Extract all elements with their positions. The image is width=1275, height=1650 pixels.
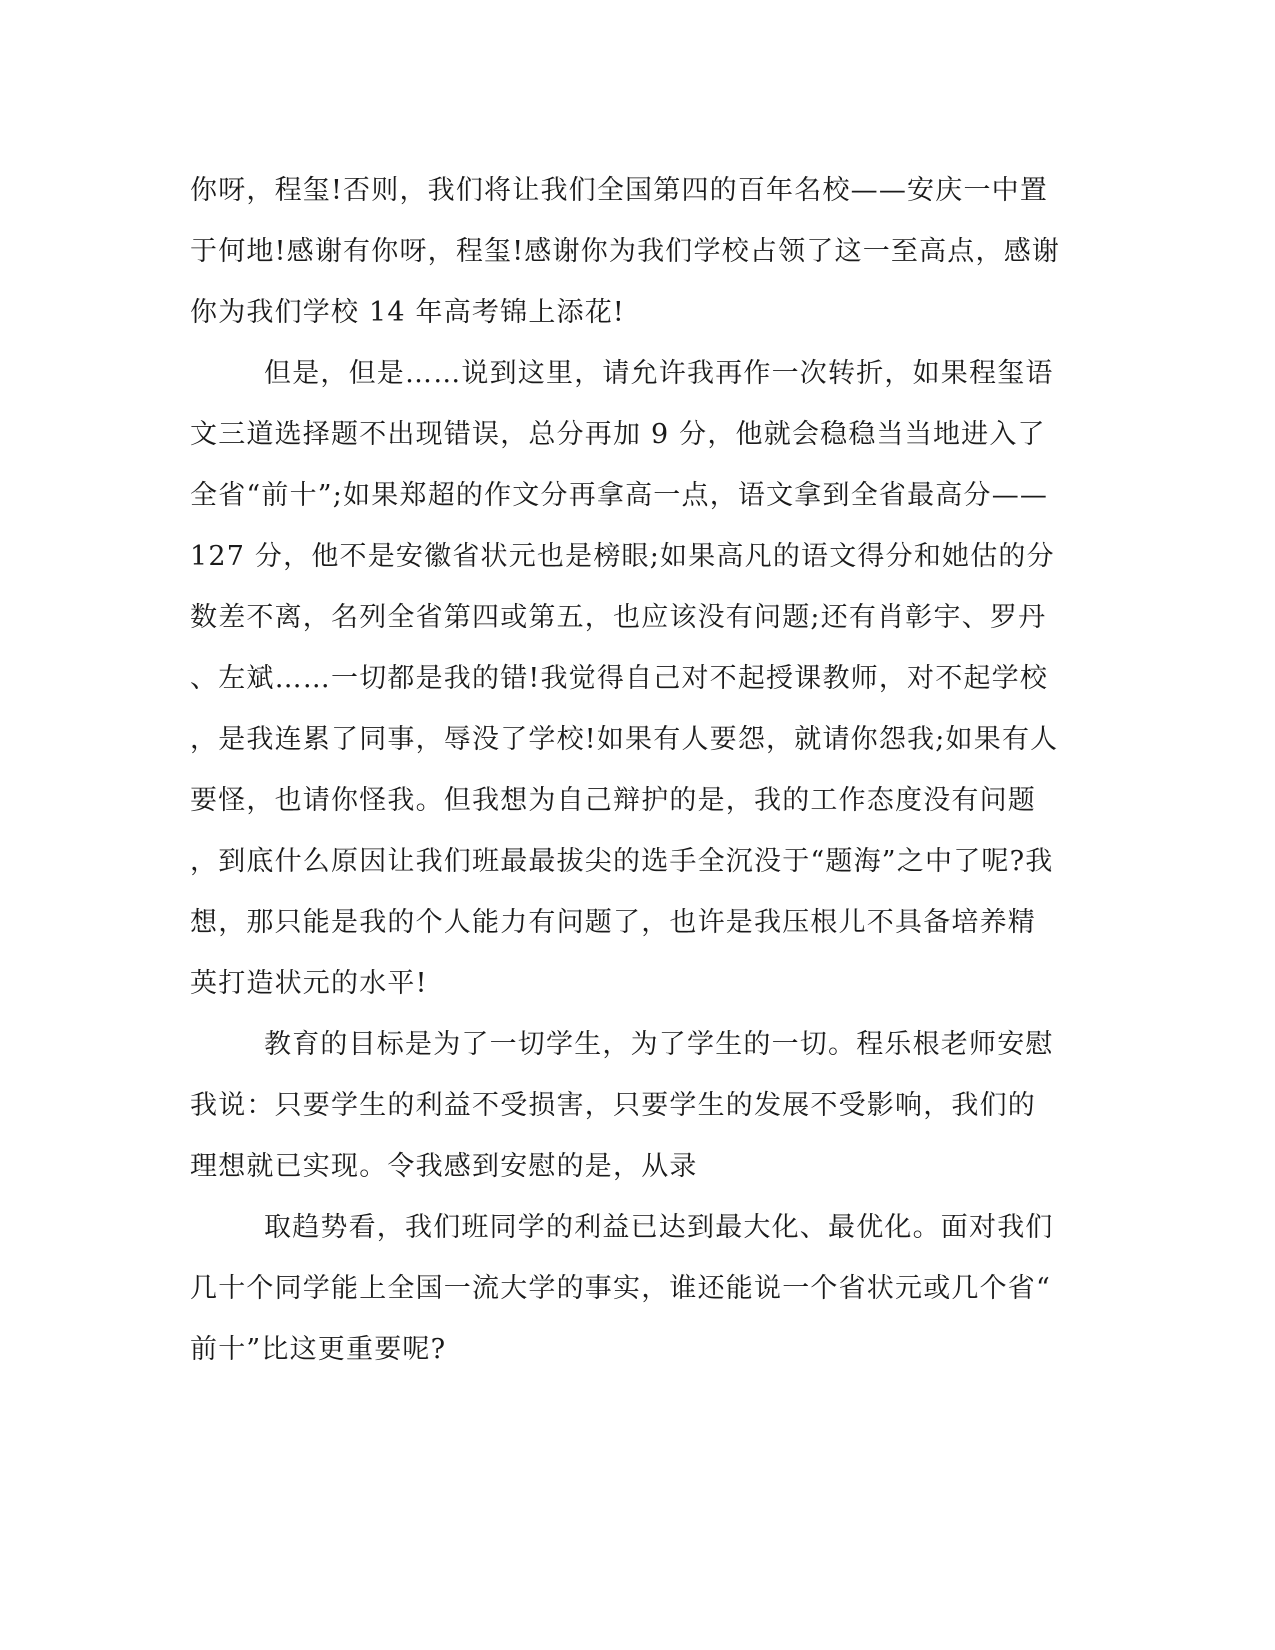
text-line: 理想就已实现。令我感到安慰的是，从录 bbox=[190, 1151, 698, 1182]
text-line: 数差不离，名列全省第四或第五，也应该没有问题;还有肖彰宇、罗丹 bbox=[190, 602, 1047, 633]
text-line: 想，那只能是我的个人能力有问题了，也许是我压根儿不具备培养精 bbox=[190, 907, 1036, 938]
text-line: 我说：只要学生的利益不受损害，只要学生的发展不受影响，我们的 bbox=[190, 1090, 1036, 1121]
text-line: 你呀，程玺!否则，我们将让我们全国第四的百年名校——安庆一中置 bbox=[190, 175, 1049, 206]
text-line: 你为我们学校 14 年高考锦上添花! bbox=[190, 297, 625, 328]
text-line: 英打造状元的水平! bbox=[190, 968, 428, 999]
paragraph-first-line: 取趋势看，我们班同学的利益已达到最大化、最优化。面对我们 bbox=[264, 1212, 1054, 1243]
paragraph-first-line: 教育的目标是为了一切学生，为了学生的一切。程乐根老师安慰 bbox=[264, 1029, 1054, 1060]
text-line: 几十个同学能上全国一流大学的事实，谁还能说一个省状元或几个省“ bbox=[190, 1273, 1052, 1304]
text-line: 于何地!感谢有你呀，程玺!感谢你为我们学校占领了这一至高点，感谢 bbox=[190, 236, 1061, 267]
text-line: ，到底什么原因让我们班最最拔尖的选手全沉没于“题海”之中了呢?我 bbox=[190, 846, 1054, 877]
text-line: 127 分，他不是安徽省状元也是榜眼;如果高凡的语文得分和她估的分 bbox=[190, 541, 1055, 572]
text-line: ，是我连累了同事，辱没了学校!如果有人要怨，就请你怨我;如果有人 bbox=[190, 724, 1059, 755]
paragraph-first-line: 但是，但是……说到这里，请允许我再作一次转折，如果程玺语 bbox=[264, 358, 1054, 389]
document-body bbox=[190, 160, 1080, 1380]
text-line: 文三道选择题不出现错误，总分再加 9 分，他就会稳稳当当地进入了 bbox=[190, 419, 1046, 450]
text-line: 、左斌……一切都是我的错!我觉得自己对不起授课教师，对不起学校 bbox=[190, 663, 1049, 694]
text-line: 前十”比这更重要呢? bbox=[190, 1334, 447, 1365]
text-line: 全省“前十”;如果郑超的作文分再拿高一点，语文拿到全省最高分—— bbox=[190, 480, 1049, 511]
text-line: 要怪，也请你怪我。但我想为自己辩护的是，我的工作态度没有问题 bbox=[190, 785, 1036, 816]
